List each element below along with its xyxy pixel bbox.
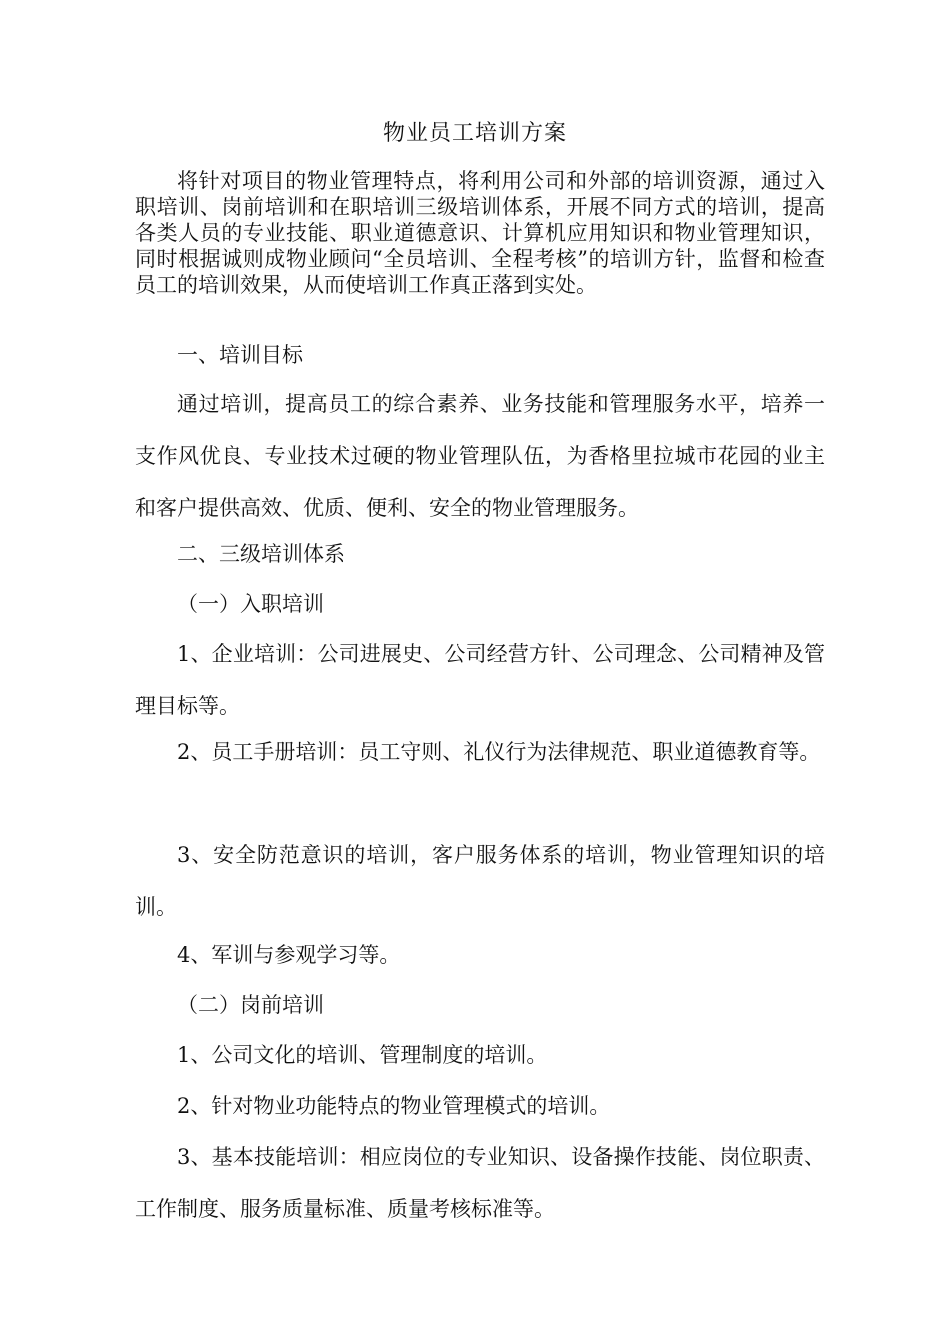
pre-job-item-3: 3、基本技能培训：相应岗位的专业知识、设备操作技能、岗位职责、工作制度、服务质量标准、质量考核标准等。 — [135, 1145, 825, 1221]
section-heading-training-system: 二、三级培训体系 — [177, 542, 345, 566]
intro-paragraph: 将针对项目的物业管理特点，将利用公司和外部的培训资源，通过入职培训、岗前培训和在职培训三级培训体系，开展不同方式的培训，提高各类人员的专业技能、职业道德意识、计算机应用知识和物业管理知识，同时根据诚则成物业顾问“全员培训、全程考核”的培训方针，监督和检查员工的培训效果，从而使培训工作真正落到实处。 — [135, 169, 825, 297]
goals-paragraph: 通过培训，提高员工的综合素养、业务技能和管理服务水平，培养一支作风优良、专业技术过硬的物业管理队伍，为香格里拉城市花园的业主和客户提供高效、优质、便利、安全的物业管理服务。 — [135, 392, 825, 520]
pre-job-item-2: 2、针对物业功能特点的物业管理模式的培训。 — [177, 1094, 611, 1118]
subsection-heading-onboarding: （一）入职培训 — [177, 592, 324, 616]
section-heading-goals: 一、培训目标 — [177, 343, 303, 367]
onboarding-item-2: 2、员工手册培训：员工守则、礼仪行为法律规范、职业道德教育等。 — [177, 740, 821, 764]
subsection-heading-pre-job: （二）岗前培训 — [177, 993, 324, 1017]
onboarding-item-1: 1、企业培训：公司进展史、公司经营方针、公司理念、公司精神及管理目标等。 — [135, 642, 825, 718]
onboarding-item-4: 4、军训与参观学习等。 — [177, 943, 401, 967]
document-title: 物业员工培训方案 — [382, 121, 567, 146]
pre-job-item-1: 1、公司文化的培训、管理制度的培训。 — [177, 1043, 548, 1067]
onboarding-item-3: 3、安全防范意识的培训，客户服务体系的培训，物业管理知识的培训。 — [135, 843, 825, 919]
